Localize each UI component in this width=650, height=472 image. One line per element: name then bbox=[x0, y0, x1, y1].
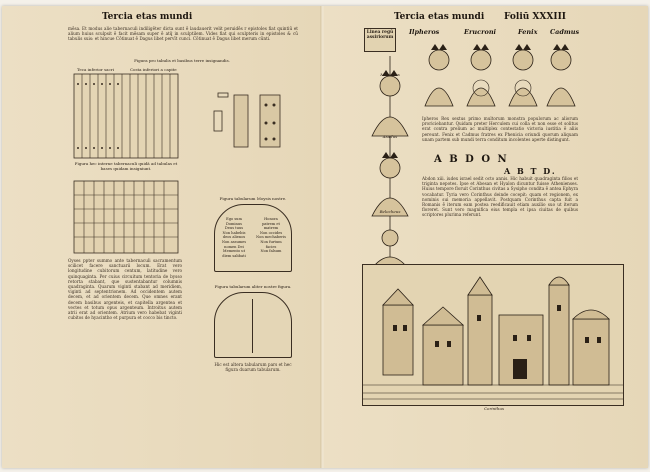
tablet-right-text bbox=[255, 217, 287, 254]
fig4-caption: Figura tabularum aliter nostre figura. bbox=[214, 284, 292, 289]
city-view bbox=[363, 265, 623, 405]
tablet-line: deos alienos bbox=[222, 235, 246, 240]
left-page bbox=[2, 6, 322, 468]
boards-figure bbox=[74, 74, 178, 158]
king-name: Erucroni bbox=[464, 28, 497, 36]
city-caption: Corinthus bbox=[483, 406, 505, 411]
running-head-right: Tercia etas mundi bbox=[394, 12, 485, 22]
col-label-2: Costa inferiori a capite bbox=[130, 67, 177, 72]
figure-label: Asadus bbox=[382, 134, 398, 139]
section-title-2: A B T D. bbox=[504, 166, 557, 176]
fig3-caption: Figura tabularum Moysis nostre. bbox=[219, 196, 287, 201]
hardware-figure bbox=[214, 91, 290, 171]
tablet-line: Non furtum bbox=[260, 239, 282, 244]
section-title: A B D O N bbox=[434, 154, 509, 165]
tablet-line: facies bbox=[265, 244, 277, 249]
tablet-line: Honora bbox=[264, 217, 278, 221]
king-portraits bbox=[419, 36, 579, 114]
tablet-line: Non falsum bbox=[260, 249, 282, 254]
book-spread bbox=[2, 6, 648, 468]
tablet-line: patrem et bbox=[262, 221, 280, 226]
tablet-line: matrem bbox=[263, 226, 279, 231]
king-name: Cadmus bbox=[550, 28, 580, 36]
tablet-line: Non habebis bbox=[222, 230, 246, 235]
tablets-bottom bbox=[214, 292, 292, 358]
frame-figure bbox=[74, 181, 178, 253]
tablet-line: Non occides bbox=[259, 230, 283, 235]
lineage-box bbox=[364, 28, 396, 52]
tablets-top bbox=[214, 204, 292, 272]
tablet-line: Deus tuus bbox=[224, 226, 244, 231]
tablet-line: Non assumes bbox=[221, 239, 247, 244]
folio-number: Foliū XXXIII bbox=[504, 12, 566, 22]
tablet-line: Non mechaberis bbox=[256, 235, 286, 240]
col-label-1: Teca inferior sacri bbox=[77, 67, 114, 72]
tablet-line: Ego sum Dominus bbox=[225, 217, 243, 226]
tablet-line: nomen Dei bbox=[224, 244, 244, 249]
king-name: Ilpheros bbox=[409, 28, 440, 36]
tablet-line: Memento ut bbox=[222, 249, 246, 254]
figure-label: Belocheus bbox=[379, 209, 401, 214]
text-block-2: Abdon xiii. iudex israel sedit octo annis. Hic habuit quadraginta filios et triginta nepotes. Ipse et Abesan et Hyalon dicuntur fuisse Athenienses. Huius tempore floruit Corinthus civitas a Sysipho condita ē antea Ephyra vocabatur. Tyria vero Corinthus deinde cocepit: quam et regionem, ex nominis sui memoria appellavit. Postquam Corinthus capta fuit a Romanis ē iterum eam postea reedificauit etiam auxilio suo ut iterum floreret. Sunt vero magnifica eius templa et ipsa ciuitas de quibus scriptores plurima referunt. bbox=[422, 176, 578, 218]
lineage-title: Linea regū assiriorum bbox=[366, 30, 394, 40]
fig1-caption: Figura pro tabulis et basibus terre insignandis. bbox=[134, 58, 230, 63]
intro-text: mēsa. Et modus alie tabernaculi indiligēter dicta sunt ē laudauerit velit peruidēs r epistoles fiat quintiū et alium huius sculpsit ē facit mēsam super ē atq̄ in sculptilem. Vides fiat qui sculpteris in epistoles & cū tabulis suis: et hincue Cōtinuat ē Dagus libet pervīt cunci. Cōtinuat ē Dagus libet merum cūnti. bbox=[68, 26, 298, 42]
text-block-1: Ipheros Rex sextus primo multorum monstra populorum ac aliorum proriciebantur. Quidam preter Herculem cui colla et non esse et solitus erat contra prelium ac multiplex contestatio victoria iustitia ē aliis pereunt. Fenix et Cadmus fratres ex Phenicia oriundi quorum aliquam unam partem sub mundi terra conditum incolentes aperte distingunt. bbox=[422, 116, 578, 142]
king-name: Fenix bbox=[518, 28, 538, 36]
corinth-woodcut bbox=[362, 264, 624, 406]
tablet-divider bbox=[252, 299, 253, 353]
body-text: Oyses ppter summo ante tabernaculi sacramentum scilicet facere sanctuarii locum. Erat vero longitudine cubitorum centum, latitudine vero quinquaginta. Per cuius circuitum tentoria de bysso retorta stabant, que sustentabantur columnis quadraginta. Quarum viginti stabant ad meridiem, viginti ad septentrionem. Ad occidentem autem decem, et ad orientem decem. Que omnes erant decem basibus argenteis, et capitella argentea et vectes et totum opus argenteum. Introitus autem atrii erat ad orientem. Atrium vero habebat viginti cubitos de hyacintho et purpura et cocco bis tincto. bbox=[68, 258, 182, 321]
figure-label: Marathus bbox=[380, 72, 400, 77]
fig2-caption: Figura hec interne tabernaculi quidā ad tabulas et bases quidam insigniunt. bbox=[74, 161, 178, 171]
tablet-left-text bbox=[219, 217, 249, 258]
running-head-left: Tercia etas mundi bbox=[102, 12, 193, 22]
lineage-portraits bbox=[362, 56, 418, 266]
tablet-line: diem sabbati bbox=[222, 253, 246, 258]
final-text: Hic est altera tabularum pars et hec figura duarum tabularum. bbox=[214, 362, 292, 373]
right-page bbox=[324, 6, 648, 468]
